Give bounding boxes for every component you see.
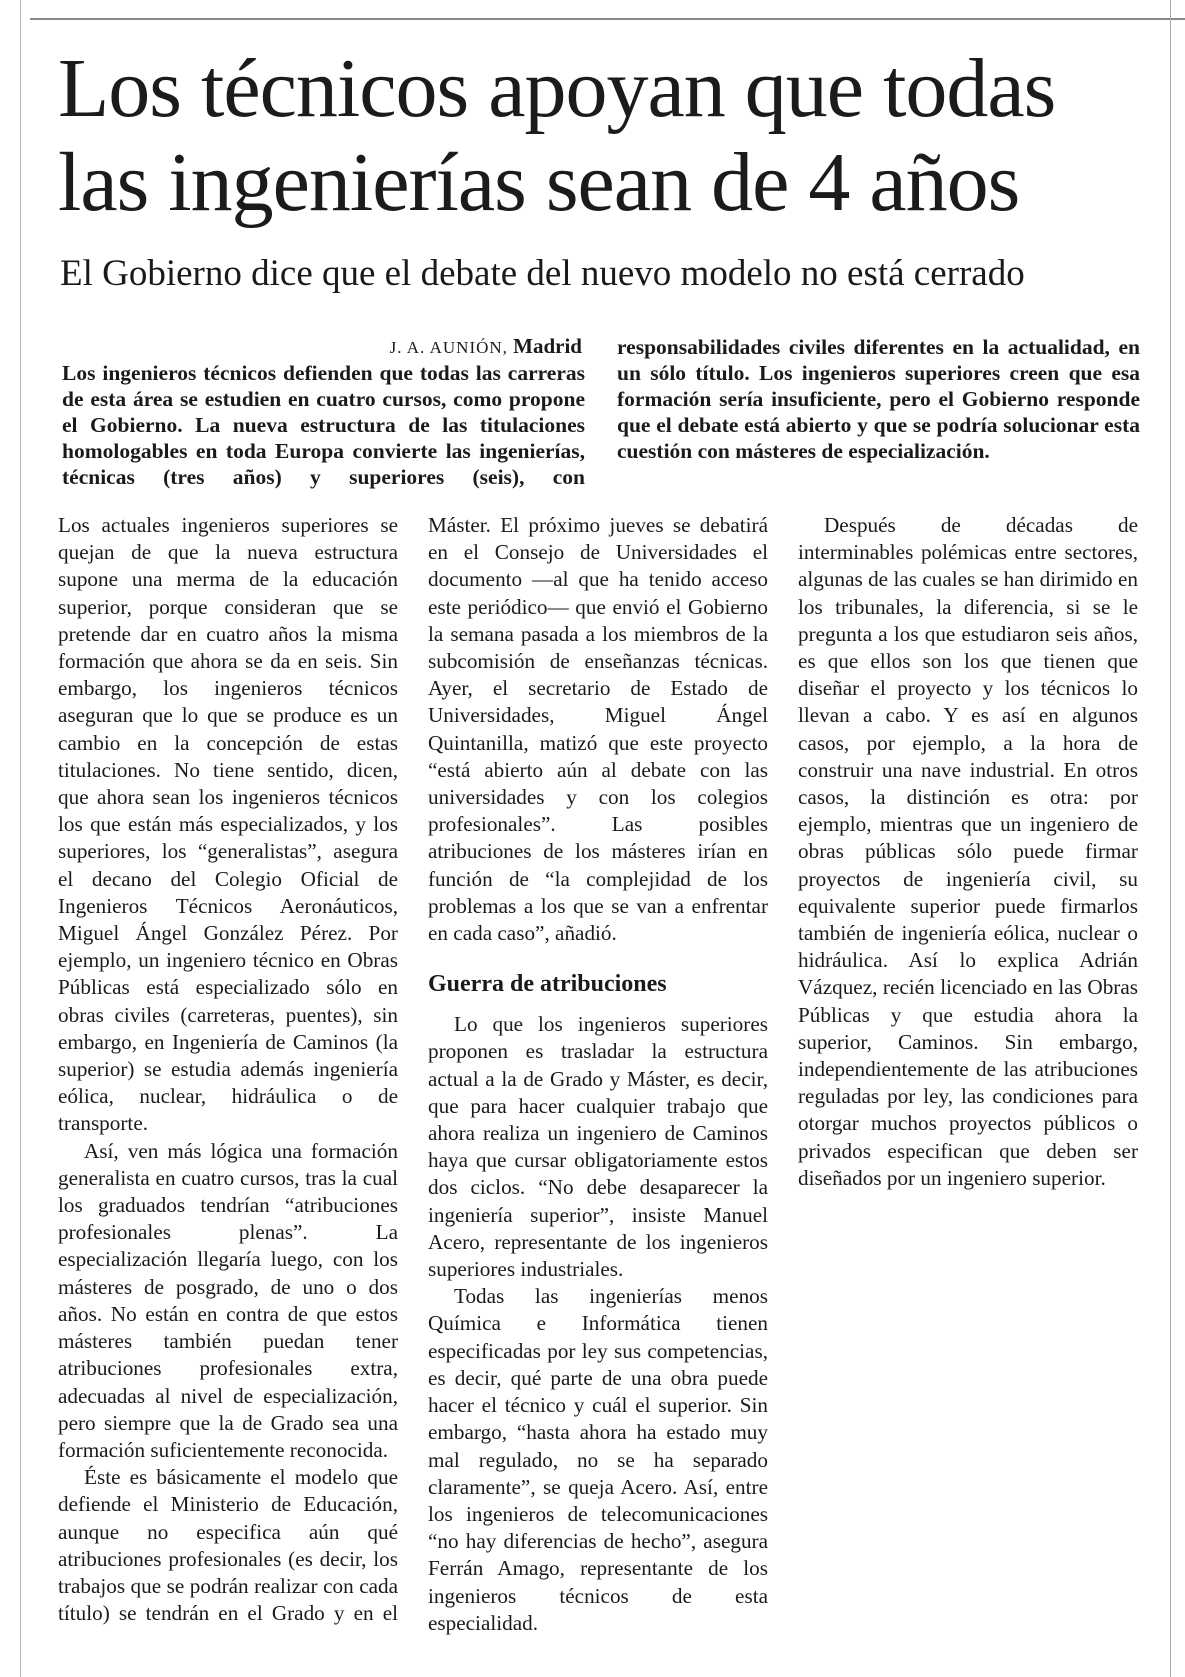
byline-place: Madrid — [513, 334, 582, 358]
clipping-left-edge — [20, 0, 21, 1677]
article-body — [58, 512, 1138, 1642]
body-paragraph: Éste es básicamente el modelo que defiende el Ministerio de Educación, aunque no especifica aún qué atribuciones profesionales (es decir, los trabajos que se podrán realizar con cada título) se tendrán en el Grado y en el Máster. El próximo jueves se debatirá en el Consejo de Universidades el documento —al que ha tenido acceso este periódico— que envió el Gobierno la semana pasada a los miembros de la subcomisión de enseñanzas técnicas. Ayer, el secretario de Estado de Universidades, Miguel Ángel Quintanilla, matizó que este proyecto “está abierto aún al debate con las universidades y con los colegios profesionales”. Las posibles atribuciones de los másteres irían en función de “la complejidad de los problemas a los que se van a enfrentar en cada caso”, añadió. — [58, 513, 768, 1626]
body-paragraph: Todas las ingenierías menos Química e Informática tienen especificadas por ley sus competencias, es decir, qué parte de una obra puede hacer el técnico y cuál el superior. Sin embargo, “hasta ahora ha estado muy mal regulado, no se ha separado claramente”, se queja Acero. Así, entre los ingenieros de telecomunicaciones “no hay diferencias de hecho”, asegura Ferrán Amago, representante de los ingenieros técnicos de esta especialidad. — [428, 1284, 768, 1635]
body-paragraph: Después de décadas de interminables polémicas entre sectores, algunas de las cuales se han dirimido en los tribunales, la diferencia, si se le pregunta a los que estudiaron seis años, es que ellos son los que tienen que diseñar el proyecto y los técnicos lo llevan a cabo. Y es así en algunos casos, por ejemplo, a la hora de construir una nave industrial. En otros casos, la distinción es otra: por ejemplo, mientras que un ingeniero de obras públicas sólo puede firmar proyectos de ingeniería civil, su equivalente superior puede firmarlos también de ingeniería eólica, nuclear o hidráulica. Así lo explica Adrián Vázquez, recién licenciado en las Obras Públicas y que estudia ahora la superior, Caminos. Sin embargo, independientemente de las atribuciones reguladas por ley, las condiciones para otorgar muchos proyectos públicos o privados especifican que deben ser diseñados por un ingeniero superior. — [798, 513, 1138, 1190]
headline-line-2: las ingenierías sean de 4 años — [58, 136, 1020, 229]
headline-line-1: Los técnicos apoyan que todas — [58, 42, 1056, 135]
byline-author: J. A. AUNIÓN, — [389, 338, 508, 357]
section-heading: Guerra de atribuciones — [428, 971, 667, 998]
body-paragraph: Así, ven más lógica una formación generalista en cuatro cursos, tras la cual los graduados tendrían “atribuciones profesionales plenas”. La especialización llegaría luego, con los másteres de posgrado, de uno o dos años. No están en contra de que estos másteres también puedan tener atribuciones profesionales extra, adecuadas al nivel de especialización, pero siempre que la de Grado sea una formación suficientemente reconocida. — [58, 1138, 398, 1462]
lede-text: Los ingenieros técnicos defienden que todas las carreras de esta área se estudien en cuatro cursos, como propone el Gobierno. La nueva estructura de las titulaciones homologables en toda Europa convierte las ingenierías, técnicas (tres años) y superiores (seis), con responsabilidades civiles diferentes en la actualidad, en un sólo título. Los ingenieros superiores creen que esa formación sería insuficiente, pero el Gobierno responde que el debate está abierto y que se podría solucionar esta cuestión con másteres de especialización. — [62, 335, 1140, 489]
lede-paragraph — [62, 334, 1140, 490]
body-paragraph: Los actuales ingenieros superiores se quejan de que la nueva estructura supone una merma de la educación superior, porque consideran que se pretende dar en cuatro años la misma formación que ahora se da en seis. Sin embargo, los ingenieros técnicos aseguran que lo que se produce es un cambio en la concepción de estas titulaciones. No tiene sentido, dicen, que ahora sean los ingenieros técnicos los que están más especializados, y los superiores, los “generalistas”, asegura el decano del Colegio Oficial de Ingenieros Técnicos Aeronáuticos, Miguel Ángel González Pérez. Por ejemplo, un ingeniero técnico en Obras Públicas está especializado sólo en obras civiles (carreteras, puentes), sin embargo, en Ingeniería de Caminos (la superior) se estudia además ingeniería eólica, nuclear, hidráulica o de transporte. — [58, 513, 398, 1136]
headline — [58, 42, 1168, 230]
clipping-right-edge — [1170, 0, 1171, 1677]
subheadline: El Gobierno dice que el debate del nuevo modelo no está cerrado — [60, 253, 1025, 294]
body-paragraph: Lo que los ingenieros superiores proponen es trasladar la estructura actual a la de Grado y Máster, es decir, que para hacer cualquier trabajo que ahora realiza un ingeniero de Caminos haya que cursar obligatoriamente estos dos ciclos. “No debe desaparecer la ingeniería superior”, insiste Manuel Acero, representante de los ingenieros superiores industriales. — [428, 1012, 768, 1282]
clipping-top-edge — [30, 18, 1185, 20]
byline-space — [62, 334, 585, 360]
